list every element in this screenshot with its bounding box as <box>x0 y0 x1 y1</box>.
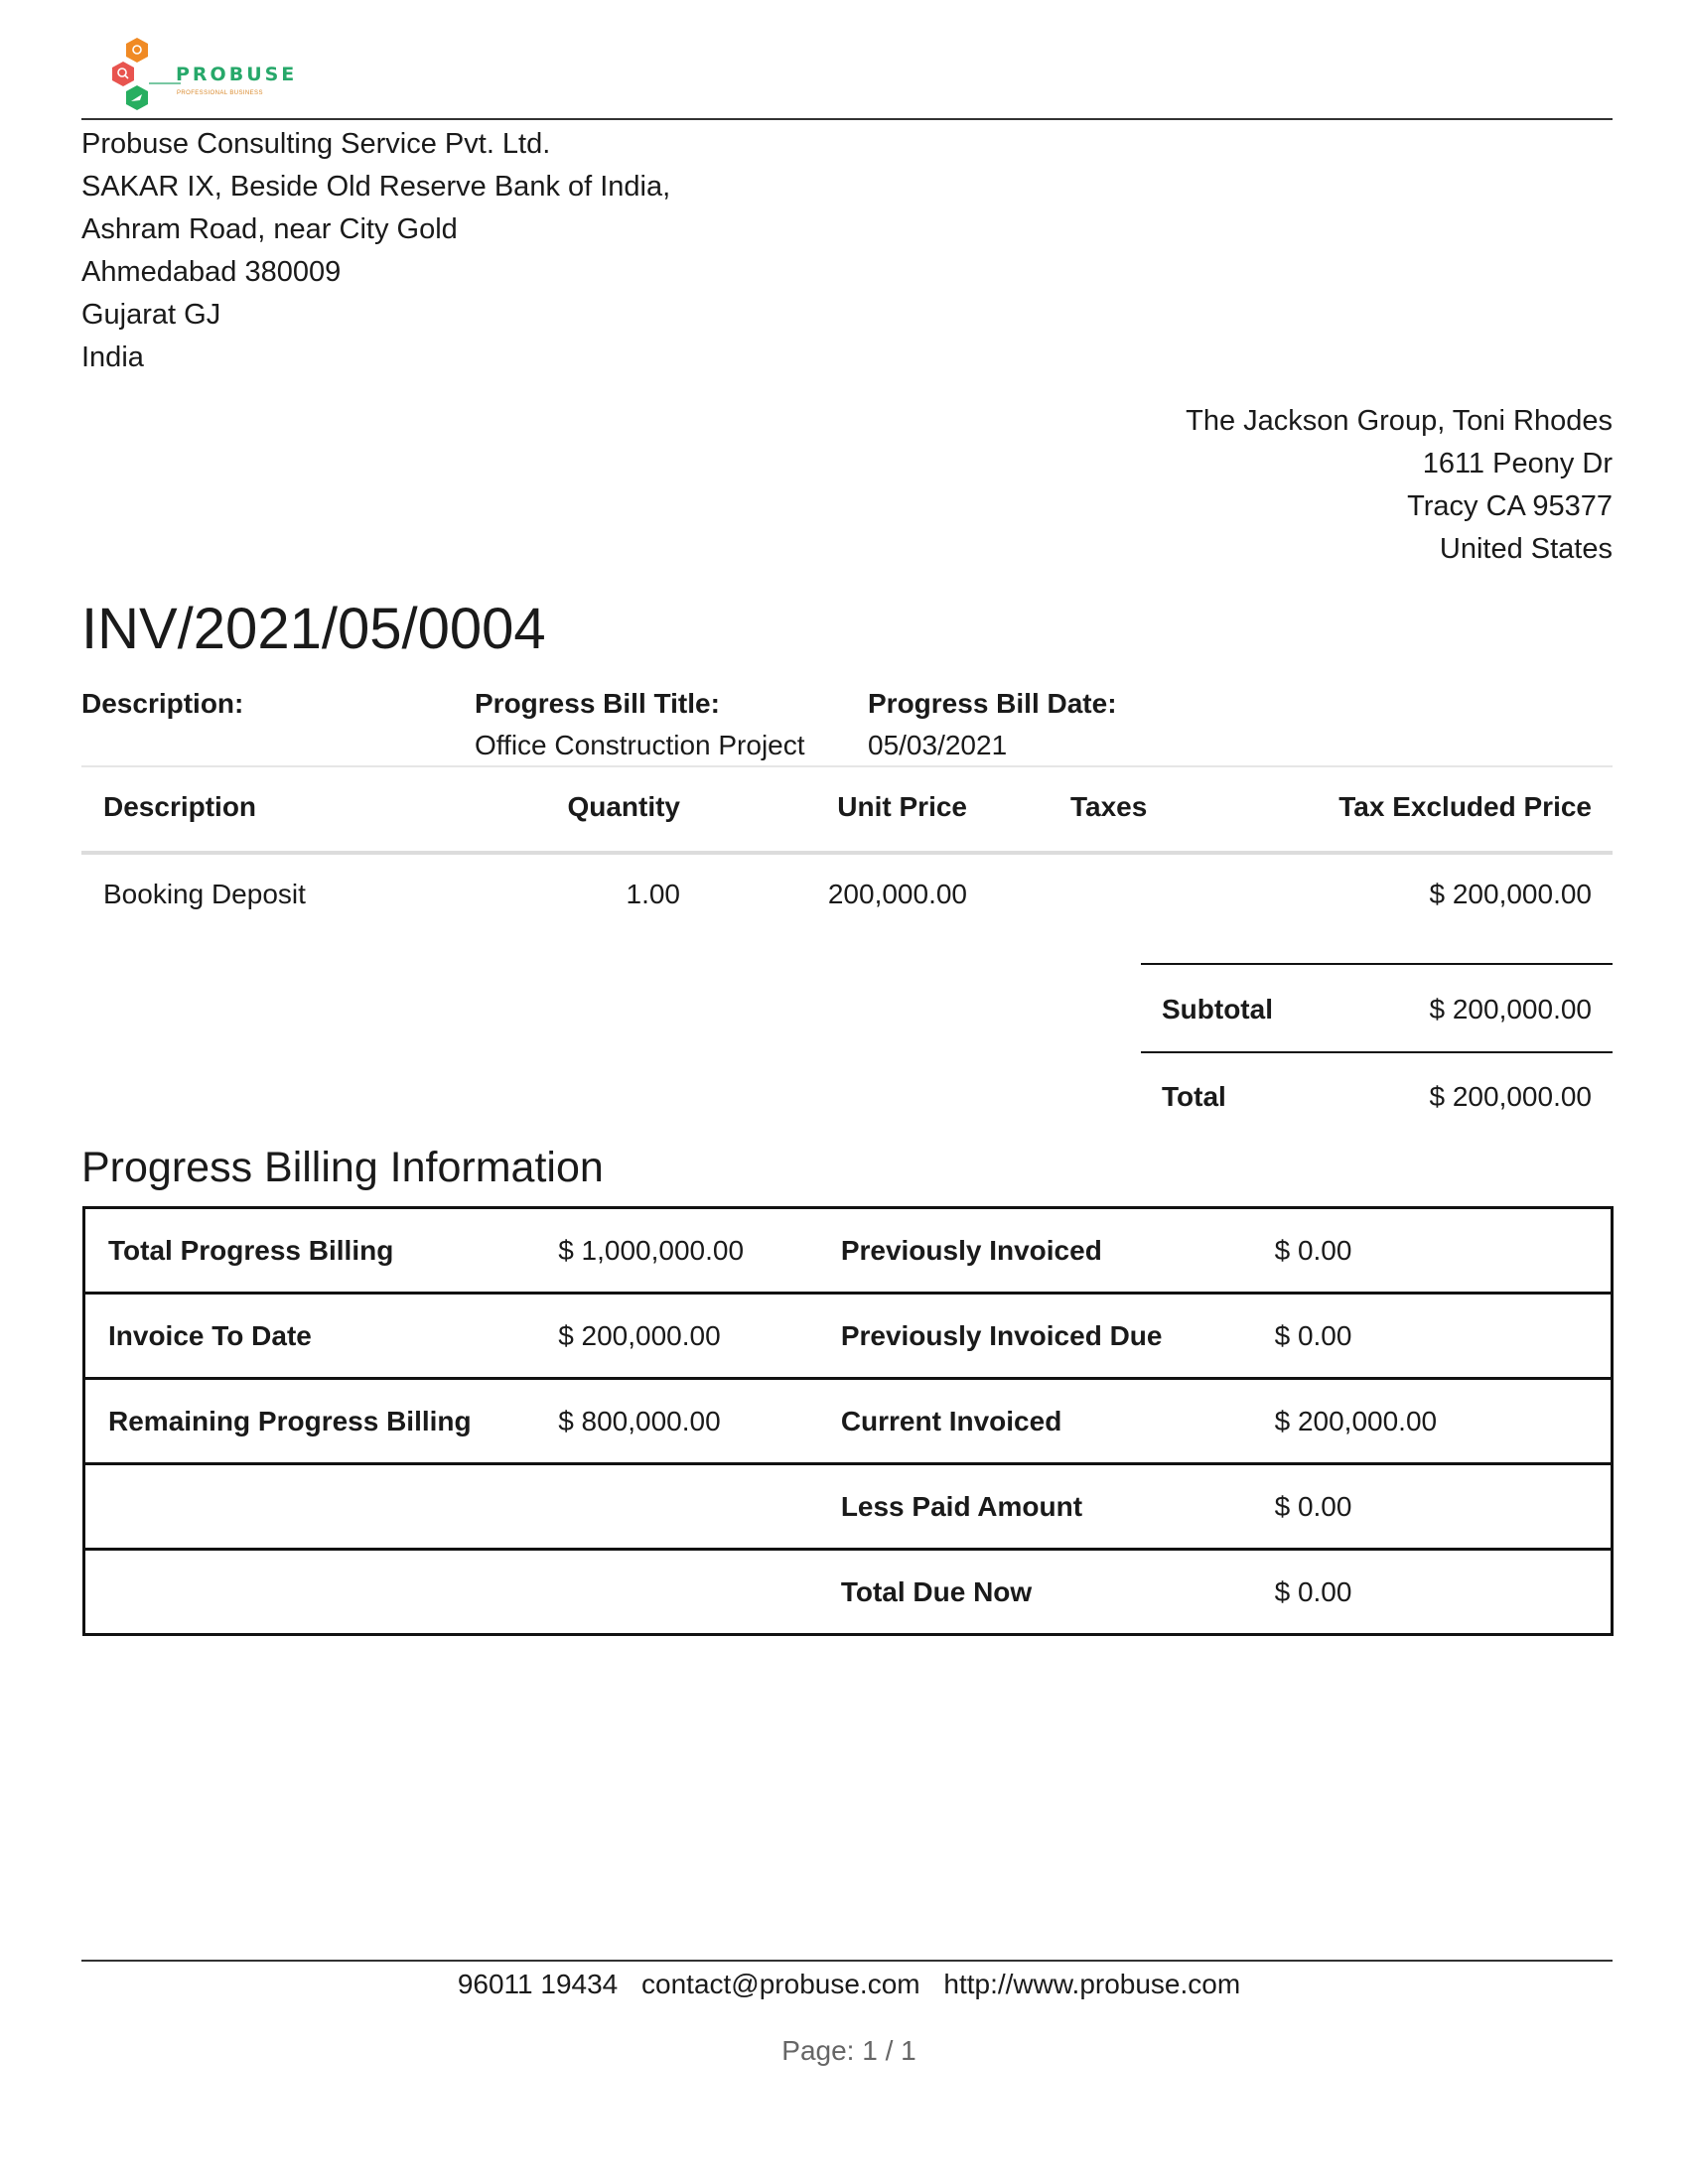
company-state: Gujarat GJ <box>81 299 221 331</box>
total-value: $ 200,000.00 <box>1429 1081 1592 1112</box>
company-address-line: SAKAR IX, Beside Old Reserve Bank of India, <box>81 171 671 203</box>
col-header-tax-excluded-price: Tax Excluded Price <box>1338 791 1592 822</box>
footer-email[interactable]: contact@probuse.com <box>641 1969 920 1999</box>
customer-country: United States <box>1439 533 1613 565</box>
customer-street: 1611 Peony Dr <box>1422 448 1613 479</box>
col-header-description: Description <box>103 791 257 822</box>
description-label: Description: <box>81 688 244 719</box>
line-tax-excluded-price: $ 200,000.00 <box>1429 879 1592 909</box>
col-header-quantity: Quantity <box>567 791 680 822</box>
description-info <box>81 683 243 725</box>
subtotal-value: $ 200,000.00 <box>1429 994 1592 1024</box>
pb-right-label: Previously Invoiced <box>841 1208 1275 1294</box>
table-row <box>84 1464 1613 1550</box>
pb-left-value: $ 1,000,000.00 <box>558 1208 841 1294</box>
pb-right-value: $ 0.00 <box>1275 1464 1613 1550</box>
logo-tagline: PROFESSIONAL BUSINESS <box>177 90 263 96</box>
bill-date-value: 05/03/2021 <box>868 730 1008 760</box>
table-row <box>84 1379 1613 1464</box>
subtotal-label: Subtotal <box>1162 994 1273 1024</box>
table-row <box>84 1294 1613 1379</box>
pb-left-value <box>558 1550 841 1635</box>
info-divider <box>81 765 1613 767</box>
table-row <box>84 1550 1613 1635</box>
bill-date-label: Progress Bill Date: <box>868 688 1117 719</box>
bill-date-info <box>868 683 1117 766</box>
page-number: Page: 1 / 1 <box>781 2035 916 2066</box>
company-address-line: Ashram Road, near City Gold <box>81 213 458 245</box>
pb-left-value: $ 200,000.00 <box>558 1294 841 1379</box>
pb-right-value: $ 0.00 <box>1275 1550 1613 1635</box>
line-unit-price: 200,000.00 <box>827 879 967 909</box>
footer-rule <box>81 1960 1613 1962</box>
progress-billing-title: Progress Billing Information <box>81 1144 604 1191</box>
invoice-number: INV/2021/05/0004 <box>81 597 546 661</box>
company-logo <box>111 36 298 119</box>
pb-left-label <box>84 1464 559 1550</box>
company-name: Probuse Consulting Service Pvt. Ltd. <box>81 128 551 160</box>
pb-left-value <box>558 1464 841 1550</box>
logo-wordmark: PROBUSE <box>176 64 298 85</box>
customer-city: Tracy CA 95377 <box>1407 490 1613 522</box>
pb-left-value: $ 800,000.00 <box>558 1379 841 1464</box>
col-header-unit-price: Unit Price <box>837 791 967 822</box>
hexagon-logo-icon <box>111 36 181 119</box>
table-header-divider <box>81 851 1613 855</box>
bill-title-label: Progress Bill Title: <box>475 688 720 719</box>
pb-left-label: Remaining Progress Billing <box>84 1379 559 1464</box>
col-header-taxes: Taxes <box>1070 791 1148 822</box>
company-city: Ahmedabad 380009 <box>81 256 342 288</box>
total-label: Total <box>1162 1081 1226 1112</box>
total-rule <box>1141 1051 1613 1053</box>
progress-billing-table <box>82 1206 1614 1636</box>
table-row <box>84 1208 1613 1294</box>
footer-phone: 96011 19434 <box>457 1969 619 1999</box>
footer-contact <box>0 1965 1688 2004</box>
pb-left-label: Invoice To Date <box>84 1294 559 1379</box>
bill-title-info <box>475 683 805 766</box>
company-address <box>81 123 670 379</box>
pb-left-label: Total Progress Billing <box>84 1208 559 1294</box>
pb-right-value: $ 0.00 <box>1275 1294 1613 1379</box>
company-country: India <box>81 341 144 373</box>
line-description: Booking Deposit <box>103 879 306 909</box>
header-rule <box>81 118 1613 120</box>
pb-right-label: Previously Invoiced Due <box>841 1294 1275 1379</box>
pb-right-label: Total Due Now <box>841 1550 1275 1635</box>
pb-right-label: Current Invoiced <box>841 1379 1275 1464</box>
pb-right-value: $ 200,000.00 <box>1275 1379 1613 1464</box>
line-quantity: 1.00 <box>626 879 680 909</box>
footer-website[interactable]: http://www.probuse.com <box>943 1969 1241 1999</box>
pb-left-label <box>84 1550 559 1635</box>
bill-title-value: Office Construction Project <box>475 730 805 760</box>
customer-address <box>1186 400 1613 571</box>
subtotal-rule <box>1141 963 1613 965</box>
customer-name: The Jackson Group, Toni Rhodes <box>1186 405 1613 437</box>
pb-right-label: Less Paid Amount <box>841 1464 1275 1550</box>
pb-right-value: $ 0.00 <box>1275 1208 1613 1294</box>
